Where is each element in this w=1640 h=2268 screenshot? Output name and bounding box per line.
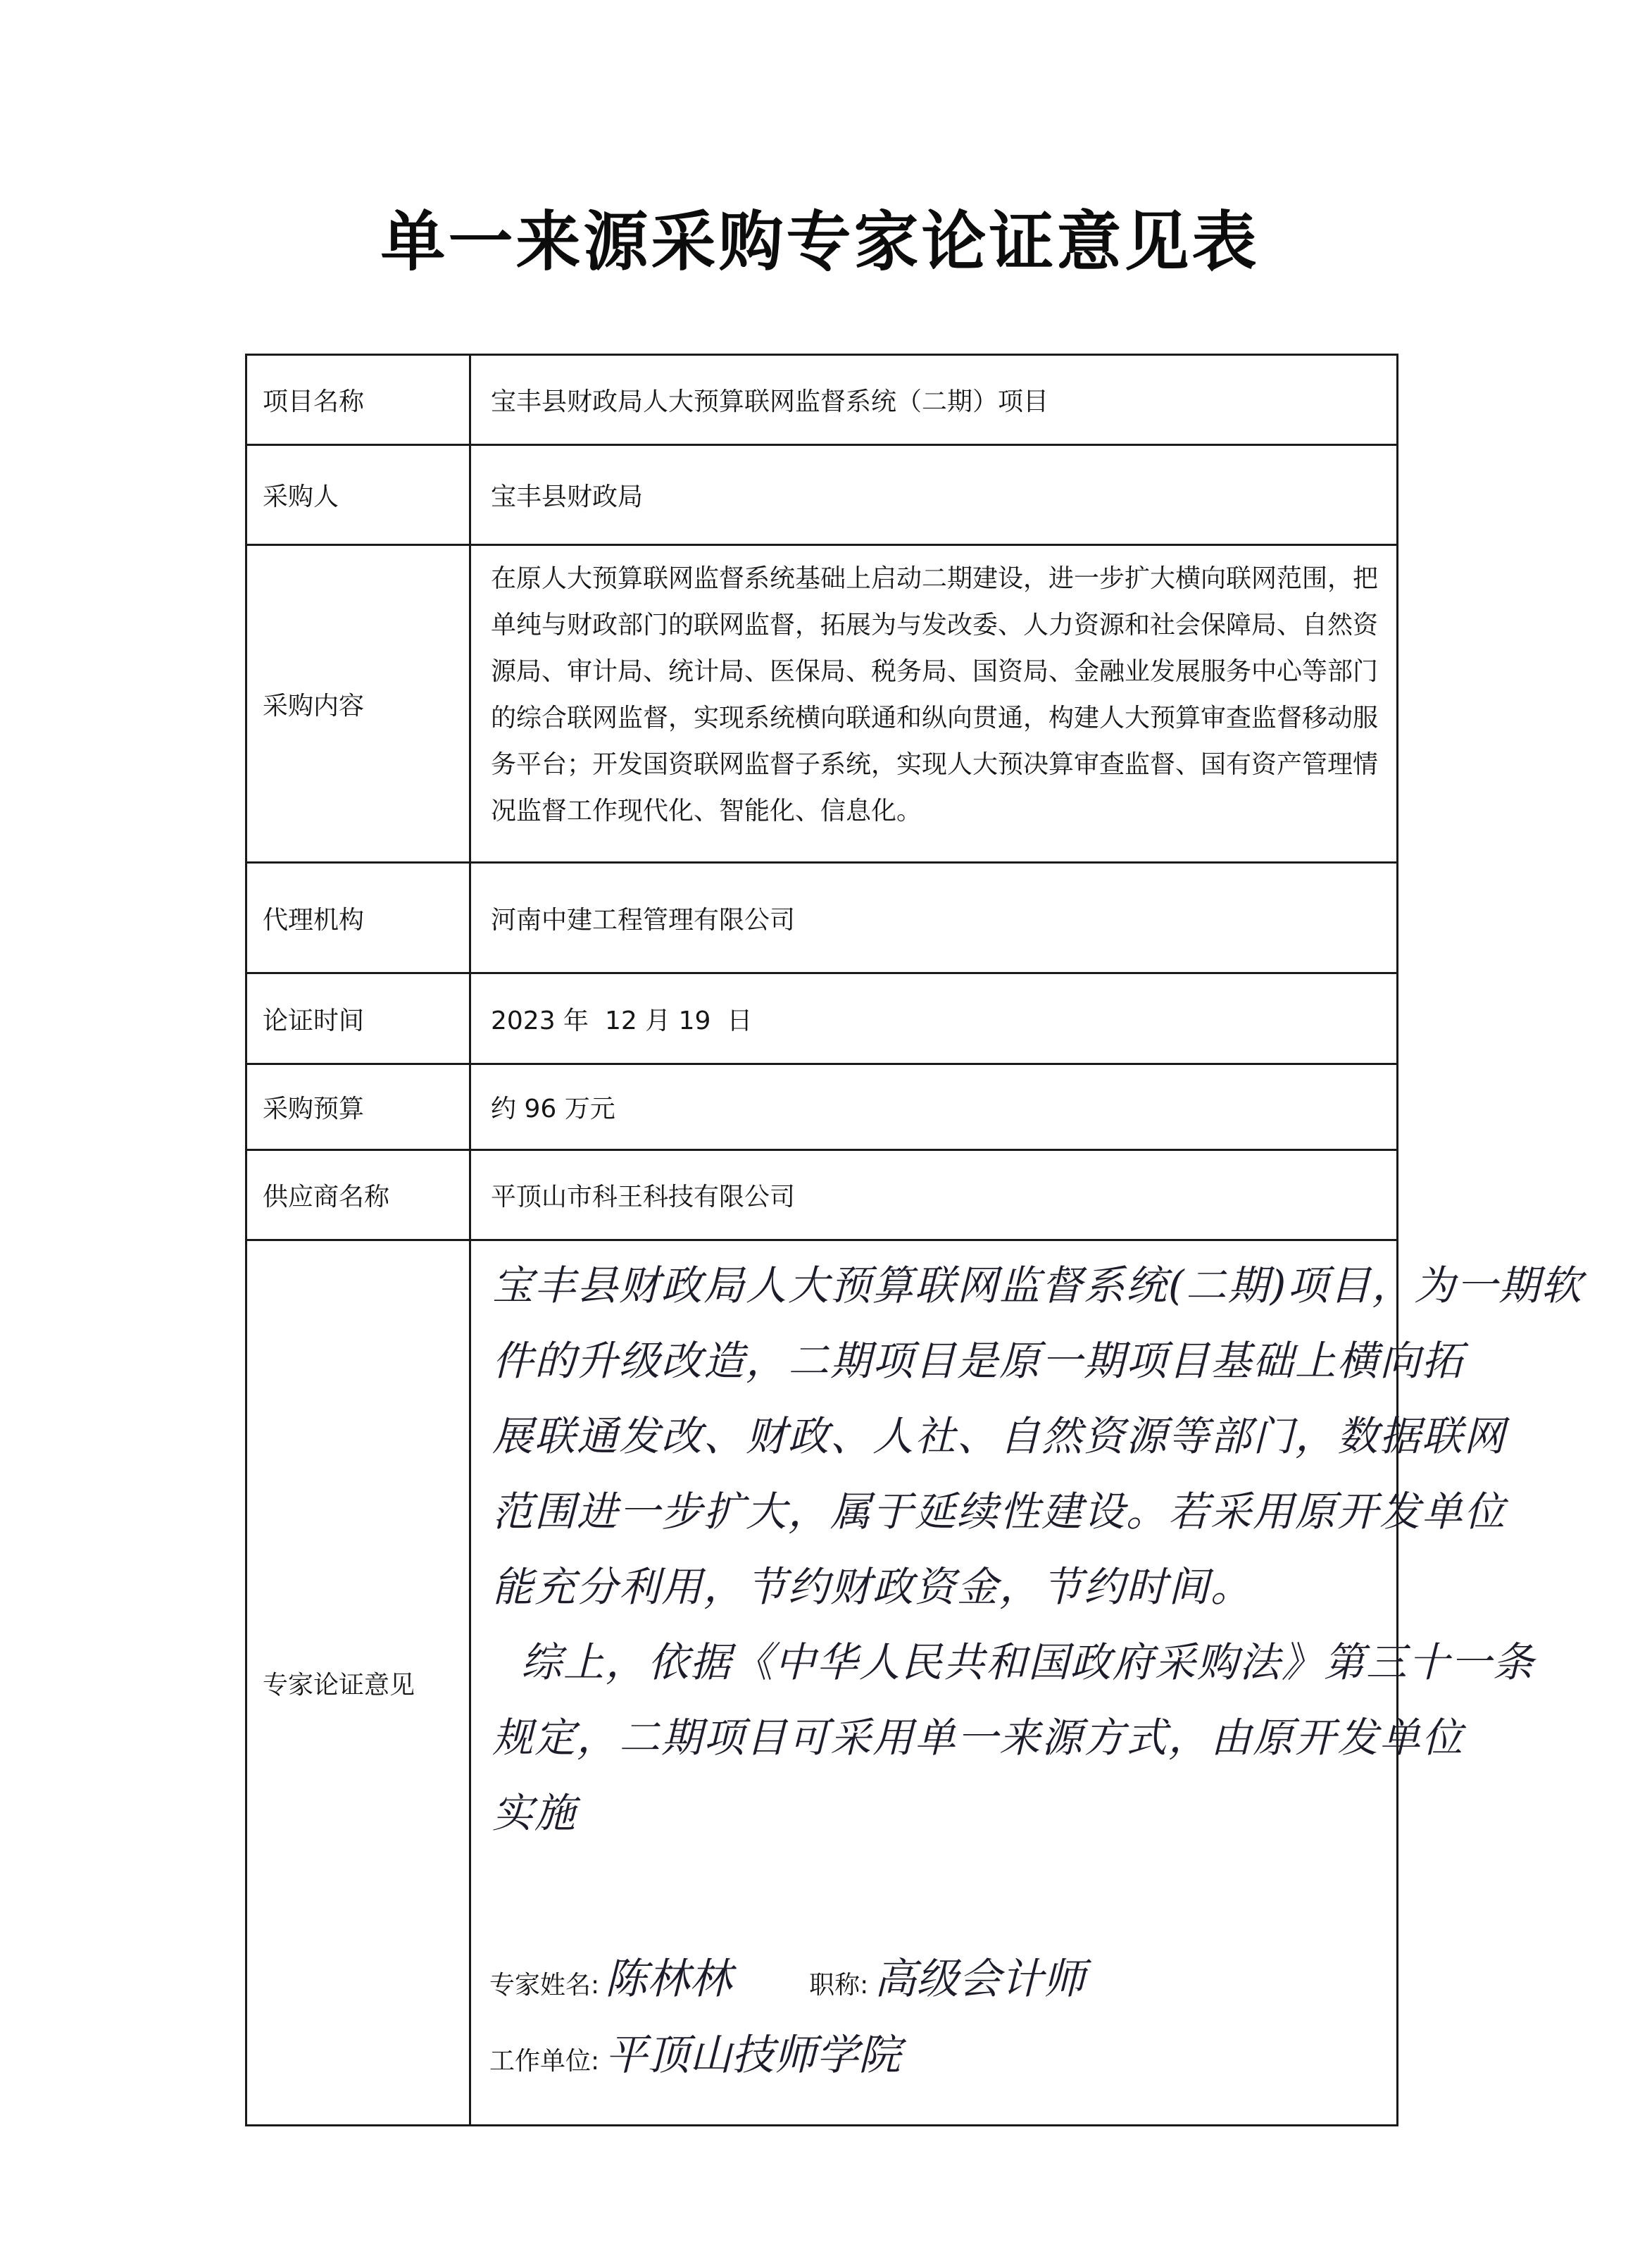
opinion-form-table xyxy=(245,354,1584,2126)
expert-name-row xyxy=(489,1945,1085,2006)
opinion-label: 专家论证意见 xyxy=(247,1241,471,2124)
content-label: 采购内容 xyxy=(247,546,471,861)
row-purchaser xyxy=(247,446,1396,546)
work-unit-row xyxy=(489,2021,901,2082)
budget-label: 采购预算 xyxy=(247,1065,471,1149)
opinion-line: 规定，二期项目可采用单一来源方式，由原开发单位 xyxy=(492,1714,1465,1762)
job-title-value: 高级会计师 xyxy=(874,1955,1086,2004)
opinion-line: 实施 xyxy=(492,1789,577,1837)
project-name-label: 项目名称 xyxy=(247,356,471,444)
purchaser-value: 宝丰县财政局 xyxy=(491,482,644,511)
row-content xyxy=(247,546,1396,864)
opinion-line: 能充分利用，节约财政资金，节约时间。 xyxy=(492,1563,1253,1611)
agency-value: 河南中建工程管理有限公司 xyxy=(491,905,796,935)
opinion-line: 范围进一步扩大，属于延续性建设。若采用原开发单位 xyxy=(492,1488,1507,1535)
date-value: 2023 年 12 月 19 日 xyxy=(491,1006,753,1035)
content-value: 在原人大预算联网监督系统基础上启动二期建设，进一步扩大横向联网范围，把单纯与财政部门的联网监督，拓展为与发改委、人力资源和社会保障局、自然资源局、审计局、统计局、医保局、税务局、国资局、金融业发展服务中心等部门的综合联网监督，实现系统横向联通和纵向贯通，构建人大预算审查监督移动服务平台；开发国资联网监督子系统，实现人大预决算审查监督、国有资产管理情况监督工作现代化、智能化、信息化。 xyxy=(491,564,1379,825)
opinion-line: 展联通发改、财政、人社、自然资源等部门，数据联网 xyxy=(492,1412,1507,1460)
opinion-line: 宝丰县财政局人大预算联网监督系统(二期)项目，为一期软 xyxy=(492,1261,1584,1309)
expert-signature: 陈林林 xyxy=(605,1955,732,2004)
row-supplier xyxy=(247,1151,1396,1241)
supplier-label: 供应商名称 xyxy=(247,1151,471,1239)
purchaser-label: 采购人 xyxy=(247,446,471,544)
opinion-line: 件的升级改造，二期项目是原一期项目基础上横向拓 xyxy=(492,1337,1465,1385)
row-project-name xyxy=(247,356,1396,446)
date-label: 论证时间 xyxy=(247,974,471,1063)
work-unit-label: 工作单位: xyxy=(489,2047,600,2076)
project-name-value: 宝丰县财政局人大预算联网监督系统（二期）项目 xyxy=(491,387,1049,416)
job-title-label: 职称: xyxy=(809,1971,869,2000)
row-date xyxy=(247,974,1396,1065)
document-title: 单一来源采购专家论证意见表 xyxy=(380,204,1260,280)
opinion-line: 综上，依据《中华人民共和国政府采购法》第三十一条 xyxy=(492,1638,1535,1686)
opinion-cell xyxy=(471,1241,1584,2124)
supplier-value: 平顶山市科王科技有限公司 xyxy=(491,1183,796,1211)
work-unit-value: 平顶山技师学院 xyxy=(605,2031,901,2080)
budget-value: 约 96 万元 xyxy=(491,1095,615,1123)
row-expert-opinion xyxy=(247,1241,1584,2124)
agency-label: 代理机构 xyxy=(247,864,471,972)
handwritten-opinion xyxy=(492,1248,1584,1851)
expert-name-label: 专家姓名: xyxy=(489,1971,600,2000)
row-budget xyxy=(247,1065,1396,1151)
row-agency xyxy=(247,864,1396,974)
